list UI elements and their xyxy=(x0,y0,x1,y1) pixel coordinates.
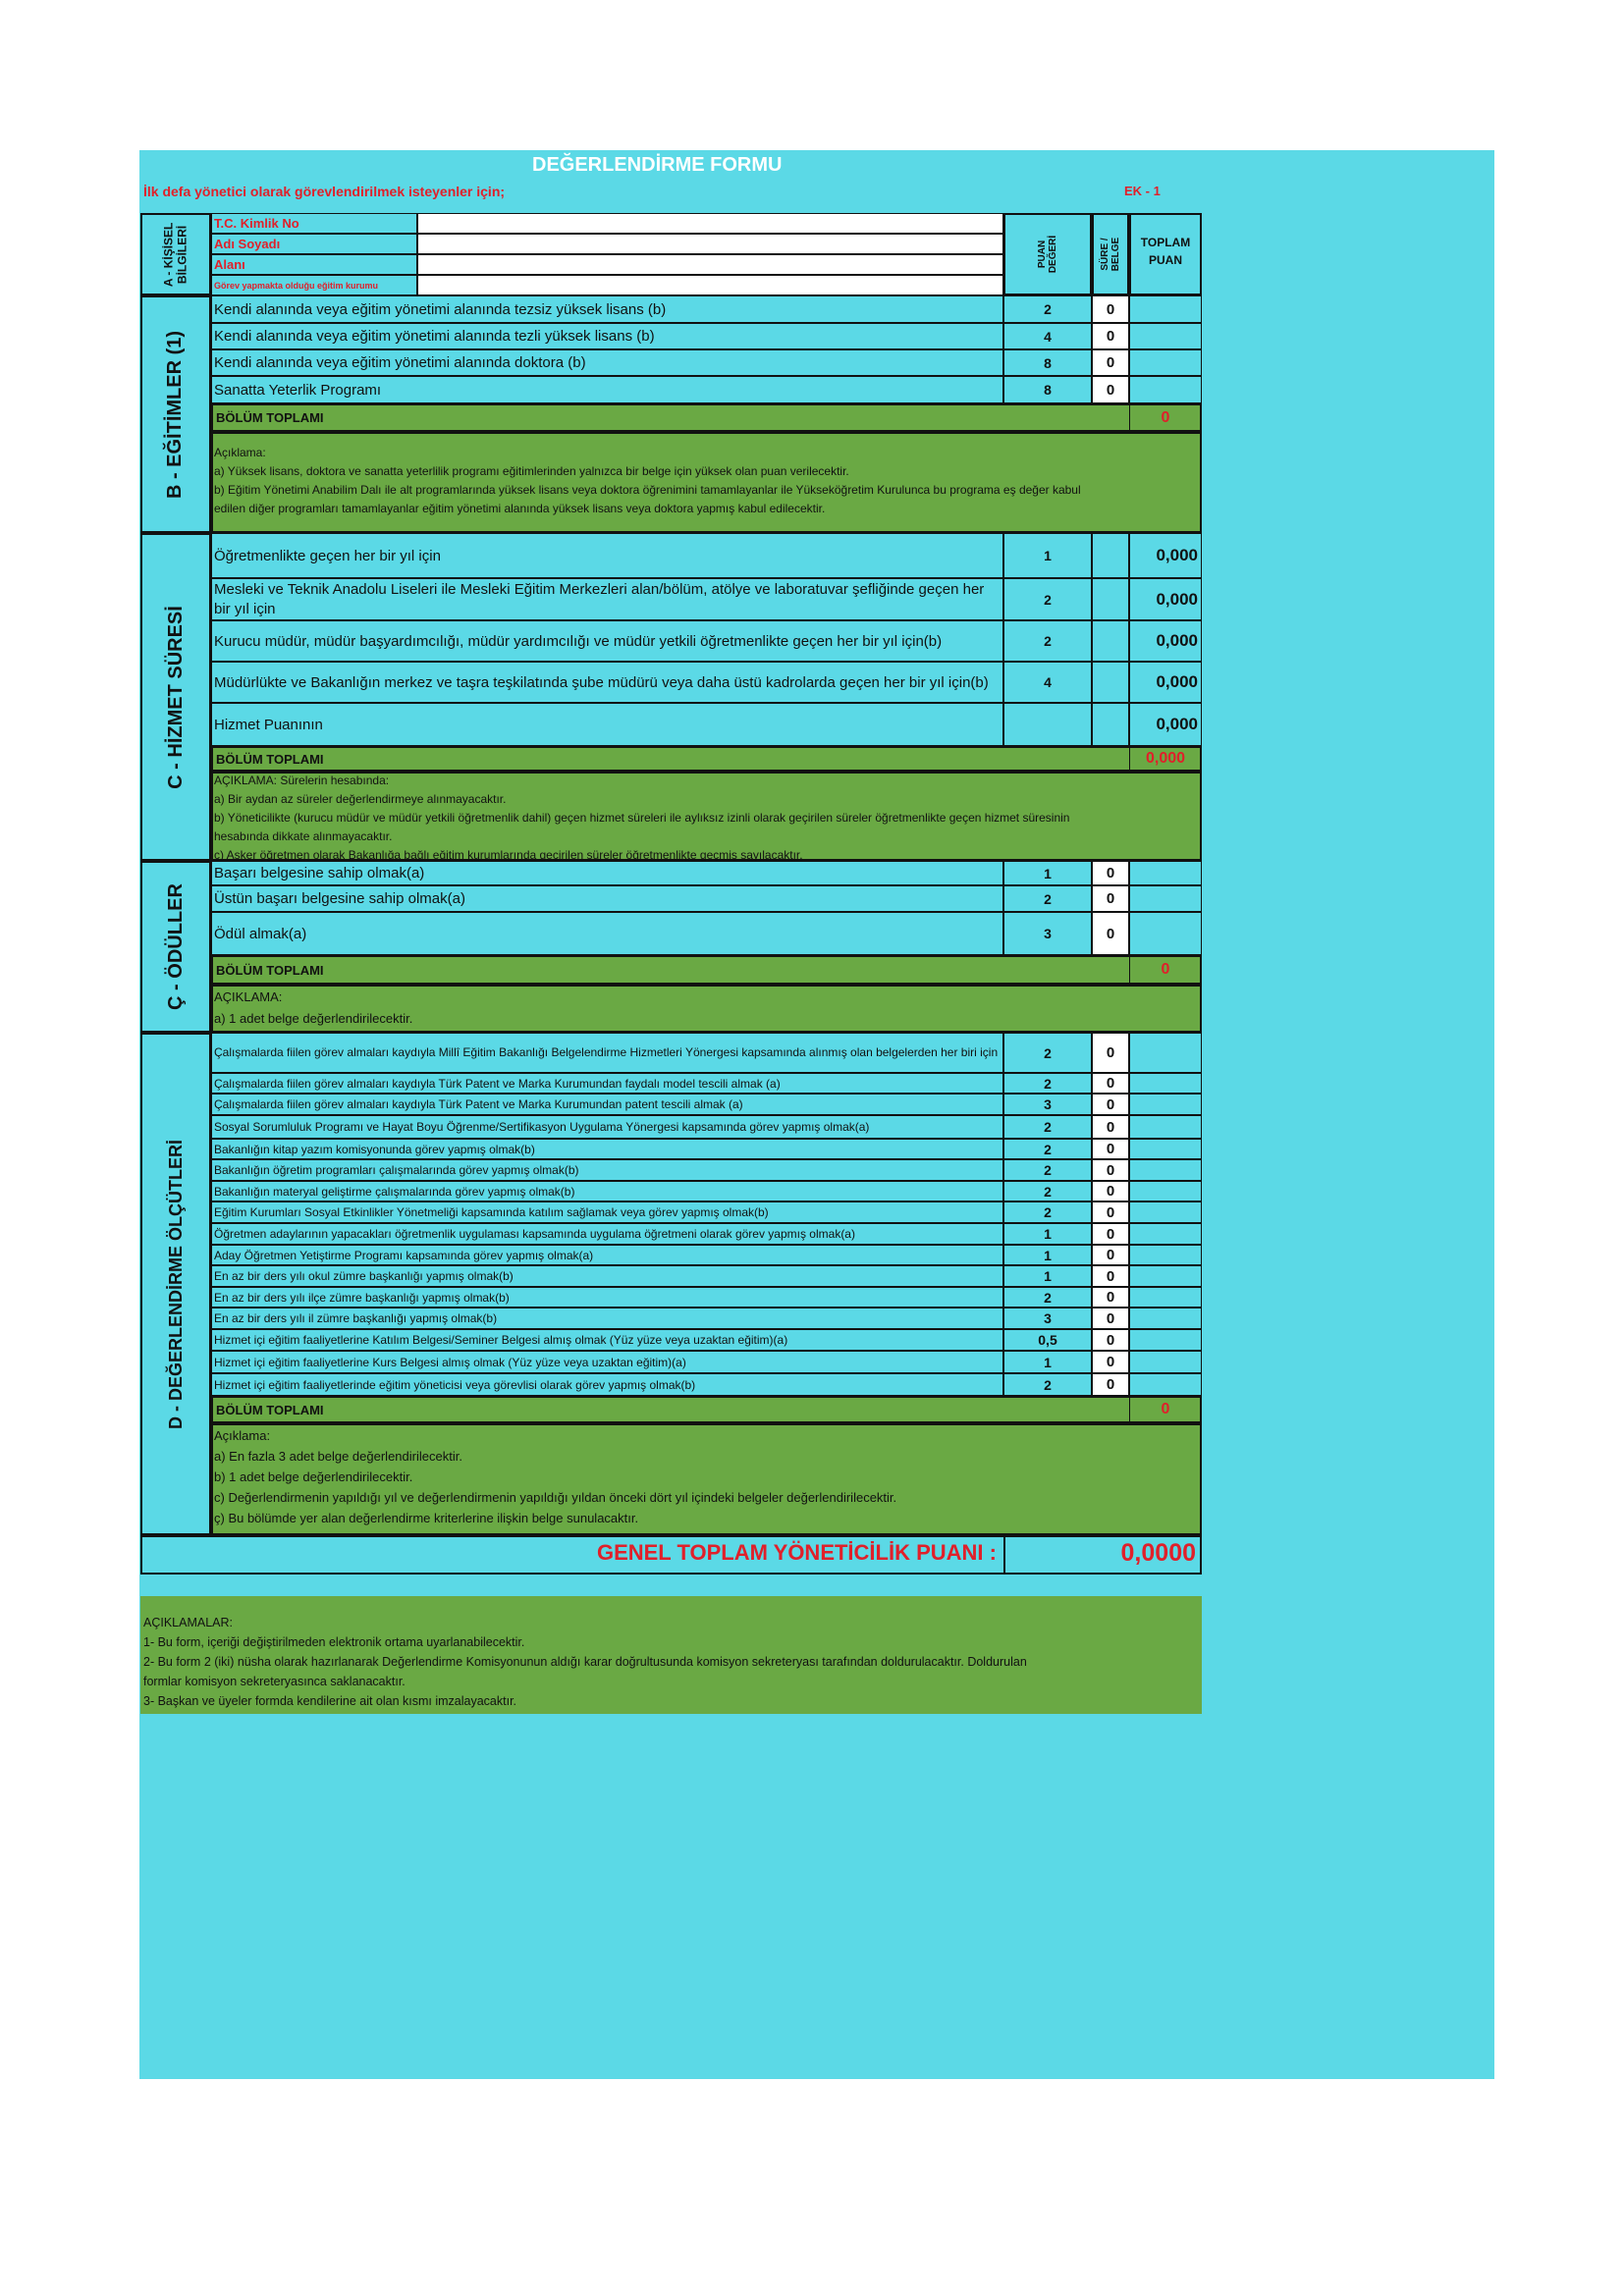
personal-field-input[interactable] xyxy=(417,234,1003,254)
criterion-text: Başarı belgesine sahip olmak(a) xyxy=(214,865,425,881)
form-title: DEĞERLENDİRME FORMU xyxy=(532,154,783,176)
puan-value: 8 xyxy=(1044,382,1052,398)
toplam-value xyxy=(1129,861,1202,885)
sure-belge-input[interactable]: 0 xyxy=(1092,1181,1129,1201)
criterion-text: Hizmet Puanının xyxy=(214,716,323,733)
sure-belge-input[interactable]: 0 xyxy=(1092,323,1129,349)
criterion-text: Ödül almak(a) xyxy=(214,925,307,942)
sure-belge-input[interactable]: 0 xyxy=(1092,1308,1129,1329)
section_b-label-wrap xyxy=(140,295,211,533)
criterion-text: En az bir ders yılı il zümre başkanlığı yapmış olmak(b) xyxy=(214,1311,498,1325)
toplam-value xyxy=(1129,1287,1202,1308)
section-b-label: B - EĞİTİMLER (1) xyxy=(164,330,187,499)
toplam-value xyxy=(1129,1223,1202,1245)
sure-belge-input[interactable] xyxy=(1092,703,1129,746)
form-subtitle: İlk defa yönetici olarak görevlendirilmek isteyenler için; xyxy=(143,184,506,199)
personal-field-input[interactable] xyxy=(417,254,1003,275)
puan-value: 2 xyxy=(1044,1119,1052,1135)
sure-belge-input[interactable]: 0 xyxy=(1092,1094,1129,1115)
criterion-text: Müdürlükte ve Bakanlığın merkez ve taşra teşkilatında şube müdürü veya daha üstü kadrolarda geçen her bir yıl için(b) xyxy=(214,673,989,691)
sure-belge-input[interactable] xyxy=(1092,578,1129,620)
toplam-value xyxy=(1129,1245,1202,1265)
criterion-text: Çalışmalarda fiilen görev almaları kaydıyla Millî Eğitim Bakanlığı Belgelendirme Hizmetleri Yönergesi kapsamında alınmış olan belgelerden her biri için xyxy=(214,1044,999,1059)
section-cc-label: Ç - ÖDÜLLER xyxy=(164,883,187,1010)
section_b-note: Açıklama: a) Yüksek lisans, doktora ve sanatta yeterlilik programı eğitimlerinden yalnızca bir belge için yüksek olan puan verilecektir. b) Eğitim Yönetimi Anabilim Dalı ile alt programlarında yüksek lisans veya doktora öğrenimini tamamlayanlar ile Yükseköğretim Kurulunca bu programa eş değer kabul edilen diğer programları tamamlayanlar eğitim yönetimi alanında yüksek lisans veya doktora yapmış kabul edilecektir. xyxy=(214,446,1081,515)
toplam-value xyxy=(1129,912,1202,955)
section-d-label: D - DEĞERLENDİRME ÖLÇÜTLERİ xyxy=(165,1139,186,1429)
toplam-value xyxy=(1129,323,1202,349)
puan-value: 2 xyxy=(1044,1162,1052,1178)
criterion-text: Sosyal Sorumluluk Programı ve Hayat Boyu Öğrenme/Sertifikasyon Uygulama Yönergesi kapsamında görev yapmış olmak(a) xyxy=(214,1120,870,1134)
personal-field-label: T.C. Kimlik No xyxy=(214,216,299,231)
sure-belge-input[interactable]: 0 xyxy=(1092,1139,1129,1159)
sure-belge-input[interactable]: 0 xyxy=(1092,349,1129,376)
toplam-value xyxy=(1129,1201,1202,1223)
toplam-value: 0,000 xyxy=(1156,589,1198,609)
puan-value: 3 xyxy=(1044,926,1052,941)
sure-belge-input[interactable]: 0 xyxy=(1092,1115,1129,1139)
puan-value: 1 xyxy=(1044,1226,1052,1242)
criterion-text: Bakanlığın kitap yazım komisyonunda görev yapmış olmak(b) xyxy=(214,1142,535,1156)
criterion-text: Kendi alanında veya eğitim yönetimi alanında doktora (b) xyxy=(214,354,586,371)
sure-belge-input[interactable]: 0 xyxy=(1092,1159,1129,1181)
puan-value: 8 xyxy=(1044,354,1052,371)
puan-value: 3 xyxy=(1044,1096,1052,1112)
toplam-value xyxy=(1129,1181,1202,1201)
section-total-value: 0,000 xyxy=(1145,750,1186,767)
criterion-text: Hizmet içi eğitim faaliyetlerinde eğitim yöneticisi veya görevlisi olarak görev yapmış olmak(b) xyxy=(214,1377,696,1392)
toplam-value xyxy=(1129,349,1202,376)
puan-value xyxy=(1003,703,1092,746)
section_cc-note: AÇIKLAMA: a) 1 adet belge değerlendirilecektir. xyxy=(214,989,413,1026)
sure-belge-input[interactable]: 0 xyxy=(1092,1223,1129,1245)
section-total-value: 0 xyxy=(1161,408,1170,426)
puan-value: 1 xyxy=(1044,1354,1052,1370)
sure-belge-input[interactable]: 0 xyxy=(1092,1033,1129,1073)
criterion-text: Bakanlığın materyal geliştirme çalışmalarında görev yapmış olmak(b) xyxy=(214,1184,575,1199)
section-total-label: BÖLÜM TOPLAMI xyxy=(216,410,324,425)
sure-belge-input[interactable] xyxy=(1092,533,1129,578)
sure-belge-input[interactable]: 0 xyxy=(1092,1351,1129,1373)
puan-value: 2 xyxy=(1044,1183,1052,1200)
sure-belge-input[interactable]: 0 xyxy=(1092,912,1129,955)
criterion-text: En az bir ders yılı okul zümre başkanlığı yapmış olmak(b) xyxy=(214,1269,514,1283)
puan-value: 0,5 xyxy=(1038,1332,1057,1348)
toplam-value: 0,000 xyxy=(1156,631,1198,650)
puan-value: 3 xyxy=(1044,1310,1052,1326)
puan-value: 2 xyxy=(1044,1141,1052,1157)
section_d-label-wrap xyxy=(140,1033,211,1535)
puan-value: 2 xyxy=(1044,1376,1052,1393)
sure-belge-input[interactable]: 0 xyxy=(1092,1265,1129,1287)
toplam-value xyxy=(1129,1373,1202,1396)
criterion-text: Eğitim Kurumları Sosyal Etkinlikler Yönetmeliği kapsamında katılım sağlamak veya görev yapmış olmak(b) xyxy=(214,1205,769,1219)
puan-value: 2 xyxy=(1044,1204,1052,1220)
puan-value: 1 xyxy=(1044,548,1052,563)
sure-belge-input[interactable]: 0 xyxy=(1092,1073,1129,1094)
puan-value: 2 xyxy=(1044,301,1052,317)
sure-belge-input[interactable]: 0 xyxy=(1092,861,1129,885)
section-total-label: BÖLÜM TOPLAMI xyxy=(216,751,324,767)
puan-value: 1 xyxy=(1044,1268,1052,1284)
sure-belge-input[interactable]: 0 xyxy=(1092,1287,1129,1308)
toplam-header: TOPLAM PUAN xyxy=(1140,236,1191,267)
puan-value: 4 xyxy=(1044,328,1052,345)
annex-label: EK - 1 xyxy=(1124,184,1161,198)
personal-field-input[interactable] xyxy=(417,275,1003,295)
puan-value: 2 xyxy=(1044,1044,1052,1061)
sure-belge-input[interactable]: 0 xyxy=(1092,885,1129,912)
section-c-label: C - HİZMET SÜRESİ xyxy=(164,605,187,789)
toplam-value xyxy=(1129,1308,1202,1329)
personal-field-label: Görev yapmakta olduğu eğitim kurumu xyxy=(214,280,379,291)
toplam-value xyxy=(1129,1115,1202,1139)
puan-value: 2 xyxy=(1044,890,1052,907)
personal-field-input[interactable] xyxy=(417,213,1003,234)
criterion-text: Kendi alanında veya eğitim yönetimi alanında tezsiz yüksek lisans (b) xyxy=(214,300,667,318)
toplam-value xyxy=(1129,1351,1202,1373)
section_c-note: AÇIKLAMA: Sürelerin hesabında: a) Bir aydan az süreler değerlendirmeye alınmayacaktır. b) Yöneticilikte (kurucu müdür ve müdür yetkili öğretmenlik dahil) geçen hizmet süreleri ile aylıksız izinli olarak geçirilen süreler öğretmenlikte geçen hizmet süresinin hesabında dikkate alınmayacaktır. c) Asker öğretmen olarak Bakanlığa bağlı eğitim kurumlarında geçirilen süreler öğretmenlikte geçmiş sayılacaktır. xyxy=(214,774,1070,861)
toplam-value: 0,000 xyxy=(1156,672,1198,691)
section_c-label-wrap xyxy=(140,533,211,861)
section-total-label: BÖLÜM TOPLAMI xyxy=(216,962,324,978)
section-total-value: 0 xyxy=(1161,1401,1170,1417)
puan-value: 1 xyxy=(1044,1247,1052,1263)
puan-value: 4 xyxy=(1044,674,1052,690)
puan-value: 2 xyxy=(1044,591,1052,608)
sure-belge-input[interactable] xyxy=(1092,662,1129,703)
puan-value: 2 xyxy=(1044,633,1052,649)
footer-notes: AÇIKLAMALAR: 1- Bu form, içeriği değiştirilmeden elektronik ortama uyarlanabilecektir. 2- Bu form 2 (iki) nüsha olarak hazırlanarak Değerlendirme Komisyonunun aldığı karar doğrultusunda komisyon sekreteryası tarafından doldurulacaktır. Doldurulan formlar komisyon sekreteryasınca saklanacaktır. 3- Başkan ve üyeler formda kendilerine ait olan kısmı imzalayacaktır. xyxy=(143,1616,1027,1708)
section_d-note: Açıklama: a) En fazla 3 adet belge değerlendirilecektir. b) 1 adet belge değerlendirilecektir. c) Değerlendirmenin yapıldığı yıl ve değerlendirmenin yapıldığı yıldan önceki dört yıl içindeki belgeler değerlendirilecektir. ç) Bu bölümde yer alan değerlendirme kriterlerine ilişkin belge sunulacaktır. xyxy=(214,1428,897,1525)
puan-header: PUAN DEĞERİ xyxy=(1037,235,1058,274)
sure-belge-input[interactable]: 0 xyxy=(1092,1373,1129,1396)
sure-belge-input[interactable]: 0 xyxy=(1092,1245,1129,1265)
personal-field-label: Adı Soyadı xyxy=(214,237,281,251)
criterion-text: Çalışmalarda fiilen görev almaları kaydıyla Türk Patent ve Marka Kurumundan faydalı model tescili almak (a) xyxy=(214,1076,781,1091)
criterion-text: Kurucu müdür, müdür başyardımcılığı, müdür yardımcılığı ve müdür yetkili öğretmenlikte geçen her bir yıl için(b) xyxy=(214,632,943,650)
sure-belge-input[interactable]: 0 xyxy=(1092,376,1129,403)
criterion-text: Öğretmen adaylarının yapacakları öğretmenlik uygulaması kapsamında uygulama öğretmeni olarak görev yapmış olmak(a) xyxy=(214,1227,855,1241)
toplam-value xyxy=(1129,1073,1202,1094)
toplam-value xyxy=(1129,376,1202,403)
sure-belge-input[interactable]: 0 xyxy=(1092,1329,1129,1351)
toplam-value: 0,000 xyxy=(1156,715,1198,733)
section-total-label: BÖLÜM TOPLAMI xyxy=(216,1402,324,1417)
toplam-value xyxy=(1129,885,1202,912)
criterion-text: Mesleki ve Teknik Anadolu Liseleri ile Mesleki Eğitim Merkezleri alan/bölüm, atölye ve laboratuvar şefliğinde geçen her bir yıl için xyxy=(214,581,985,617)
grand-total-label: GENEL TOPLAM YÖNETİCİLİK PUANI : xyxy=(596,1540,997,1565)
sure-header: SÜRE / BELGE xyxy=(1100,237,1121,272)
toplam-value xyxy=(1129,1159,1202,1181)
sure-belge-input[interactable] xyxy=(1092,620,1129,662)
toplam-value xyxy=(1129,1329,1202,1351)
criterion-text: Aday Öğretmen Yetiştirme Programı kapsamında görev yapmış olmak(a) xyxy=(214,1248,594,1262)
criterion-text: Kendi alanında veya eğitim yönetimi alanında tezli yüksek lisans (b) xyxy=(214,328,655,345)
criterion-text: Sanatta Yeterlik Programı xyxy=(214,381,382,399)
puan-value: 2 xyxy=(1044,1075,1052,1092)
criterion-text: Hizmet içi eğitim faaliyetlerine Kurs Belgesi almış olmak (Yüz yüze veya uzaktan eğitim)(a) xyxy=(214,1355,686,1369)
criterion-text: Bakanlığın öğretim programları çalışmalarında görev yapmış olmak(b) xyxy=(214,1163,579,1177)
section_cc-label-wrap xyxy=(140,861,211,1033)
toplam-value xyxy=(1129,1094,1202,1115)
sure-belge-input[interactable]: 0 xyxy=(1092,1201,1129,1223)
puan-value: 1 xyxy=(1044,865,1052,881)
puan-value: 2 xyxy=(1044,1289,1052,1306)
section-total-value: 0 xyxy=(1161,961,1170,978)
grand-total-value: 0,0000 xyxy=(1120,1539,1196,1567)
criterion-text: Üstün başarı belgesine sahip olmak(a) xyxy=(214,890,465,907)
toplam-value: 0,000 xyxy=(1156,546,1198,564)
sure-belge-input[interactable]: 0 xyxy=(1092,295,1129,323)
criterion-text: En az bir ders yılı ilçe zümre başkanlığı yapmış olmak(b) xyxy=(214,1290,510,1305)
toplam-value xyxy=(1129,1265,1202,1287)
criterion-text: Öğretmenlikte geçen her bir yıl için xyxy=(214,547,441,564)
personal-field-label: Alanı xyxy=(214,257,245,272)
toplam-value xyxy=(1129,1139,1202,1159)
criterion-text: Çalışmalarda fiilen görev almaları kaydıyla Türk Patent ve Marka Kurumundan patent tescili almak (a) xyxy=(214,1097,743,1111)
toplam-value xyxy=(1129,295,1202,323)
section-a-label: A - KİŞİSEL BİLGİLERİ xyxy=(161,222,189,287)
criterion-text: Hizmet içi eğitim faaliyetlerine Katılım Belgesi/Seminer Belgesi almış olmak (Yüz yüze veya uzaktan eğitim)(a) xyxy=(214,1333,788,1347)
toplam-value xyxy=(1129,1033,1202,1073)
